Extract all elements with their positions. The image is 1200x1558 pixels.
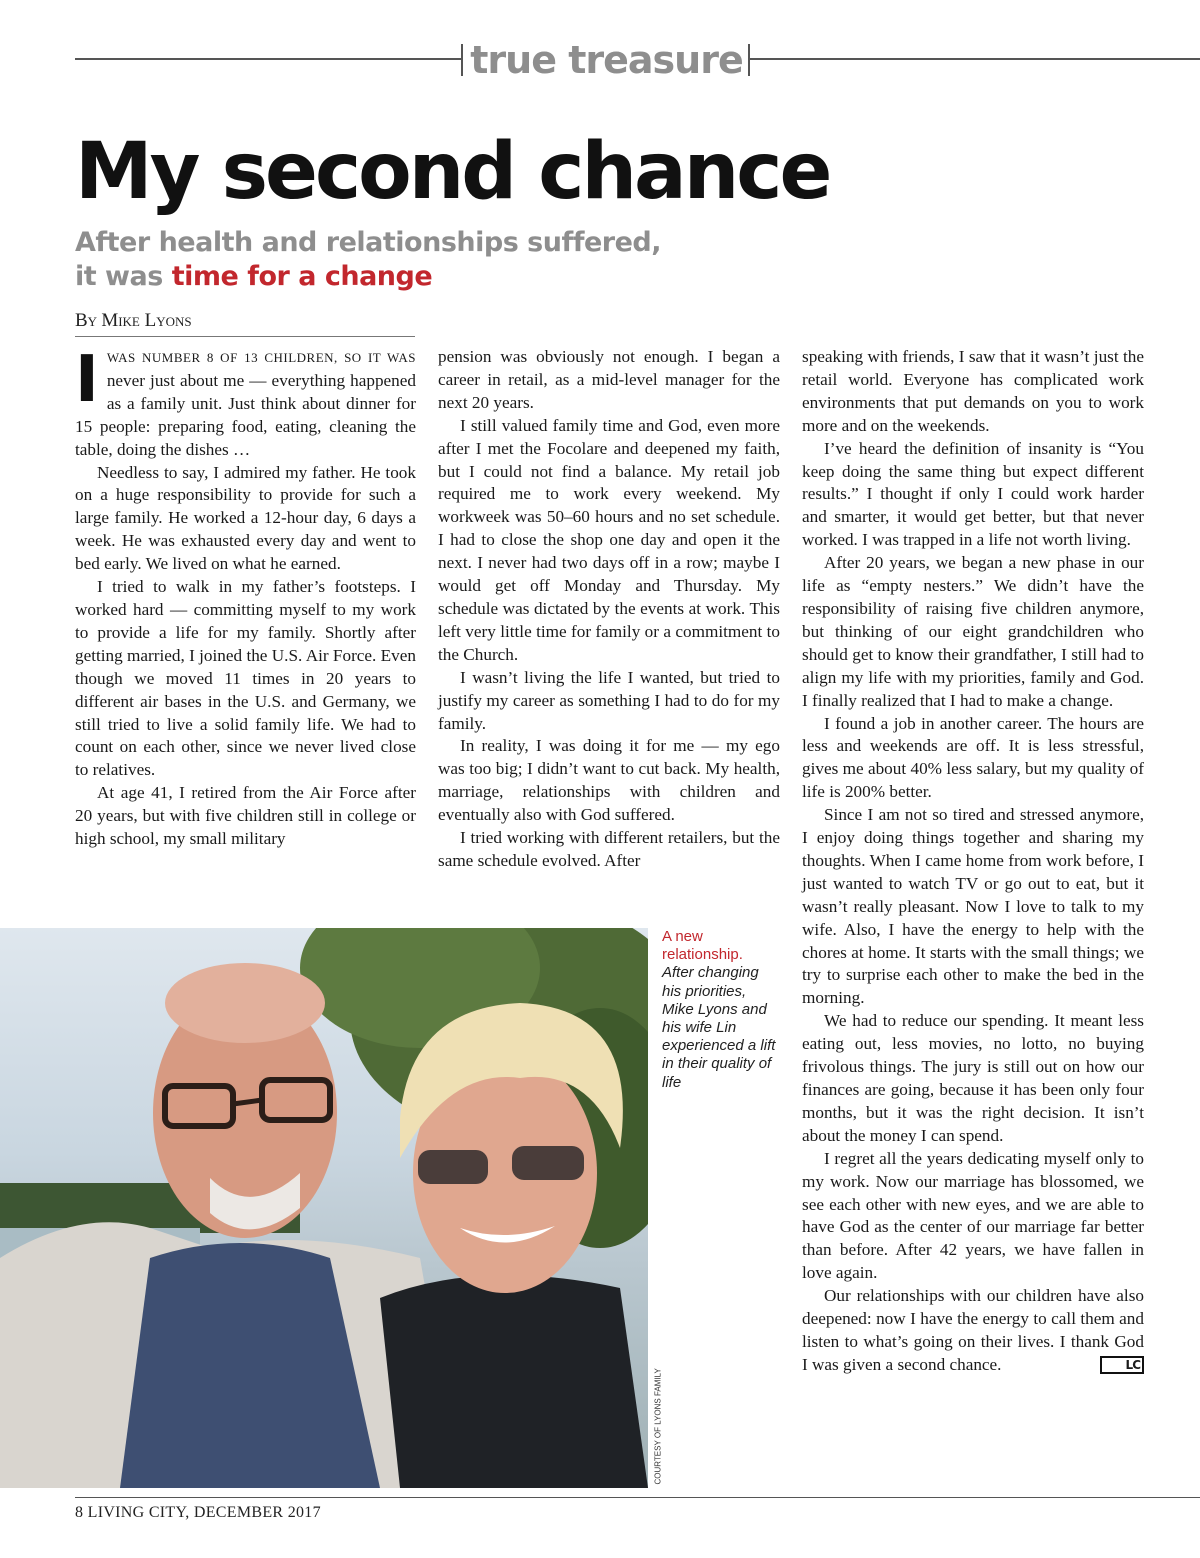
paragraph: Needless to say, I admired my father. He took on a huge responsibility to provide for such a large family. He worked a 12-hour day, 6 days a week. He was exhausted every day and went to bed early. We lived on what he earned. (75, 462, 416, 574)
caption-lead: A new relationship. (662, 928, 743, 964)
byline-author: Mike Lyons (101, 310, 192, 331)
page-number: 8 (75, 1504, 84, 1521)
article-column-1 (75, 343, 416, 851)
paragraph: I’ve heard the definition of insanity is “You keep doing the same thing but expect different results.” I thought if only I could work harder and smarter, it would get better, but that never worked. I was trapped in a life not worth living. (802, 438, 1144, 550)
photo-caption (662, 928, 782, 1092)
paragraph: I tried working with different retailers, but the same schedule evolved. After (438, 828, 780, 870)
paragraph: After 20 years, we began a new phase in our life as “empty nesters.” We didn’t have the responsibility of raising five children anymore, but thinking of our eight grandchildren who should get to know their grandfather, I still had to align my life with my priorities, family and God. I finally realized that I had to make a change. (802, 553, 1144, 710)
byline (75, 310, 415, 337)
paragraph (75, 343, 416, 462)
page-footer (75, 1504, 321, 1522)
photo-credit-text: COURTESY OF LYONS FAMILY (653, 1368, 663, 1485)
header-rule-right (750, 58, 1200, 60)
end-mark-logo: LC (1100, 1356, 1144, 1374)
man-head-top (165, 963, 325, 1043)
article-subtitle (75, 226, 661, 294)
subtitle-line2 (75, 260, 661, 294)
woman-top (380, 1275, 648, 1488)
paragraph: I found a job in another career. The hours are less and weekends are off. It is less stressful, gives me about 40% less salary, but my quality of life is 200% better. (802, 713, 1144, 802)
paragraph-text: Our relationships with our children have also deepened: now I have the energy to call them and listen to what’s going on their lives. I thank God I was given a second chance. (802, 1286, 1144, 1374)
article-column-3 (802, 346, 1144, 1377)
paragraph: I still valued family time and God, even more after I met the Focolare and deepened my faith, but I could not find a balance. My retail job required me to work every weekend. My workweek was 50–60 hours and no set schedule. I had to close the shop one day and open it the next. I never had two days off in a row; maybe I would get off Monday and Thursday. My schedule was dictated by the events at work. This left very little time for family or a commitment to the Church. (438, 415, 780, 664)
header-tick-left (461, 44, 463, 76)
publication-info: LIVING CITY, DECEMBER 2017 (87, 1504, 321, 1521)
paragraph: I wasn’t living the life I wanted, but tried to justify my career as something I had to do for my family. (438, 667, 780, 733)
dropcap: I (75, 343, 99, 417)
couple-photo (0, 928, 648, 1488)
subtitle-line2-prefix: it was (75, 261, 172, 292)
paragraph: In reality, I was doing it for me — my ego was too big; I didn’t want to cut back. My health, marriage, relationships with children and eventually also with God suffered. (438, 736, 780, 825)
woman-glasses-right (512, 1146, 584, 1180)
article-column-2 (438, 346, 780, 873)
paragraph: We had to reduce our spending. It meant less eating out, less movies, no lotto, no buying frivolous things. The jury is still out on how our finances are going, because it has been only four months, but it was the right decision. It isn’t about the money I can spend. (802, 1011, 1144, 1145)
paragraph: speaking with friends, I saw that it wasn’t just the retail world. Everyone has complicated work environments that put demands on you to work more and on the weekends. (802, 347, 1144, 435)
footer-rule (75, 1497, 1200, 1498)
paragraph: I tried to walk in my father’s footsteps. I worked hard — committing myself to my work to provide a life for my family. Shortly after getting married, I joined the U.S. Air Force. Even though we moved 11 times in 20 years to different air bases in the U.S. and Germany, we still tried to live a solid family life. We had to count on each other, since we never lived close to relatives. (75, 577, 416, 780)
section-label: true treasure (470, 38, 743, 82)
paragraph: Since I am not so tired and stressed anymore, I enjoy doing things together and sharing my thoughts. When I came home from work before, I just wanted to watch TV or go out to eat, but it wasn’t really pleasant. Now I love to talk to my wife. Also, I have the energy to help with the chores at home. It starts with the small things; we try to surprise each other to make the bed in the morning. (802, 805, 1144, 1008)
photo-illustration (0, 928, 648, 1488)
paragraph: At age 41, I retired from the Air Force after 20 years, but with five children still in college or high school, my small military (75, 783, 416, 849)
paragraph: pension was obviously not enough. I began a career in retail, as a mid-level manager for the next 20 years. (438, 347, 780, 412)
caption-body: After changing his priorities, Mike Lyons and his wife Lin experienced a lift in their quality of life (662, 964, 776, 1091)
article-title: My second chance (75, 127, 830, 217)
paragraph: I regret all the years dedicating myself only to my work. Now our marriage has blossomed, we see each other with new eyes, and we are able to have God as the center of our marriage far better than before. After 42 years, we have fallen in love again. (802, 1148, 1144, 1283)
lead-smallcaps: WAS NUMBER 8 OF 13 CHILDREN, SO IT WAS (106, 350, 416, 365)
paragraph-text: never just about me — everything happened as a family unit. Just think about dinner for 15 people: preparing food, eating, cleaning the table, doing the dishes … (75, 370, 416, 459)
photo-credit (651, 1368, 663, 1487)
header-tick-right (748, 44, 750, 76)
woman-glasses-left (418, 1150, 488, 1184)
paragraph-last (802, 1285, 1144, 1377)
subtitle-highlight: time for a change (171, 261, 433, 292)
header-rule-left (75, 58, 461, 60)
byline-prefix: By (75, 310, 98, 331)
subtitle-line1: After health and relationships suffered, (75, 227, 661, 258)
